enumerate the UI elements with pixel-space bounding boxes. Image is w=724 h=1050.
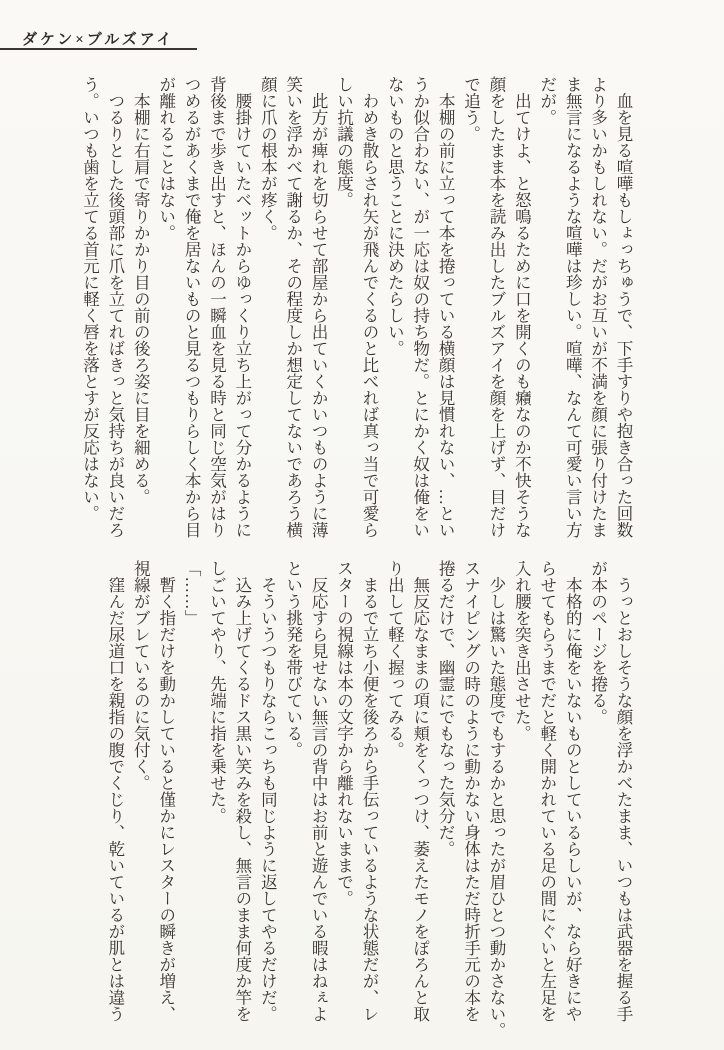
text-line: で追う。 xyxy=(461,76,481,142)
text-line: 顔に爪の根本が疼く。 xyxy=(258,76,278,241)
text-line: ないものと思うことに決めたらしい。 xyxy=(385,76,405,357)
text-line: わめき散らされ矢が飛んでくるのと比べれば真っ当で可愛ら xyxy=(359,76,379,538)
text-line: 暫く指だけを動かしていると僅かにレスターの瞬きが増え、 xyxy=(156,560,176,1022)
text-line: う。いつも歯を立てる首元に軽く唇を落とすが反応はない。 xyxy=(80,76,100,522)
text-line: 本棚に右肩で寄りかかり目の前の後ろ姿に目を細める。 xyxy=(131,76,151,505)
text-line: うっとおしそうな顔を浮かべたまま、いつもは武器を握る手 xyxy=(614,560,633,1022)
text-line: つるりとした後頭部に爪を立てればきっと気持ちが良いだろ xyxy=(105,76,125,538)
text-line: という挑発を帯びている。 xyxy=(283,560,303,758)
text-line: 背後まで歩き出すと、ほんの一瞬血を見る時と同じ空気がはり xyxy=(207,76,227,538)
text-block-bottom xyxy=(102,560,636,1046)
text-block-top xyxy=(77,76,636,548)
text-line: り出して軽く握ってみる。 xyxy=(385,560,405,758)
text-line: 無反応なままの項に頬をくっつけ、萎えたモノをぽろんと取 xyxy=(410,560,430,1022)
text-line: 腰掛けていたベットからゆっくり立ち上がって分かるように xyxy=(232,76,252,538)
text-line: 込み上げてくるドス黒い笑みを殺し、無言のまま何度か竿を xyxy=(232,560,252,1022)
text-line: 捲るだけで、幽霊にでもなった気分だ。 xyxy=(436,560,456,857)
text-line: 入れ腰を突き出させた。 xyxy=(512,560,532,742)
text-line: 此方が痺れを切らせて部屋から出ていくかいつものように薄 xyxy=(309,76,329,538)
text-line: が離れることはない。 xyxy=(156,76,176,241)
text-line: らせてもらうまでだと軽く開かれている足の間にぐいと左足を xyxy=(537,560,557,1022)
text-line: つめるがあくまで俺を居ないものと見るつもりらしく本から目 xyxy=(182,76,202,538)
text-line: 少しは驚いた態度でもするかと思ったが眉ひとつ動かさない。 xyxy=(486,560,506,1039)
text-line: まるで立ち小便を後ろから手伝っているような状態だが、レ xyxy=(359,560,379,1022)
text-line: 笑いを浮かべて謝るか、その程度しか想定してないであろう横 xyxy=(283,76,303,538)
text-line: スナイピングの時のように動かない身体はただ時折手元の本を xyxy=(461,560,481,1022)
text-line: 顔をしたまま本を読み出したブルズアイを顔を上げず、目だけ xyxy=(486,76,506,538)
text-line: 本格的に俺をいないものとしているらしいが、なら好きにや xyxy=(563,560,583,1022)
text-line: 窪んだ尿道口を親指の腹でくじり、乾いているが肌とは違う xyxy=(105,560,125,1022)
text-line: そういうつもりならこっちも同じように返してやるだけだ。 xyxy=(258,560,278,1022)
text-line: 反応すら見せない無言の背中はお前と遊んでいる暇はねぇよ xyxy=(309,560,329,1022)
text-line: より多いかもしれない。だがお互いが不満を顔に張り付けたま xyxy=(588,76,608,538)
text-line: スターの視線は本の文字から離れないままで。 xyxy=(334,560,354,907)
text-line: 出てけよ、と怒鳴るために口を開くのも癪なのか不快そうな xyxy=(512,76,532,538)
text-line: うか似合わない、が一応は奴の持ち物だ。とにかく奴は俺をい xyxy=(410,76,430,538)
text-line: 「……」 xyxy=(182,560,202,626)
text-line: しい抗議の態度。 xyxy=(334,76,354,208)
text-line: ま無言になるような喧嘩は珍しい。喧嘩、なんて可愛い言い方 xyxy=(563,76,583,538)
text-line: が本のページを捲る。 xyxy=(588,560,608,725)
text-line: しごいてやり、先端に指を乗せた。 xyxy=(207,560,227,824)
text-line: だが。 xyxy=(537,76,557,126)
text-line: 血を見る喧嘩もしょっちゅうで、下手すりや抱き合った回数 xyxy=(614,76,633,538)
page-header-title: ダケン×ブルズアイ xyxy=(22,32,175,48)
header-underline xyxy=(0,48,197,50)
text-line: 本棚の前に立って本を捲っている横顔は見慣れない、…とい xyxy=(436,76,456,538)
text-line: 視線がブレているのに気付く。 xyxy=(131,560,151,791)
